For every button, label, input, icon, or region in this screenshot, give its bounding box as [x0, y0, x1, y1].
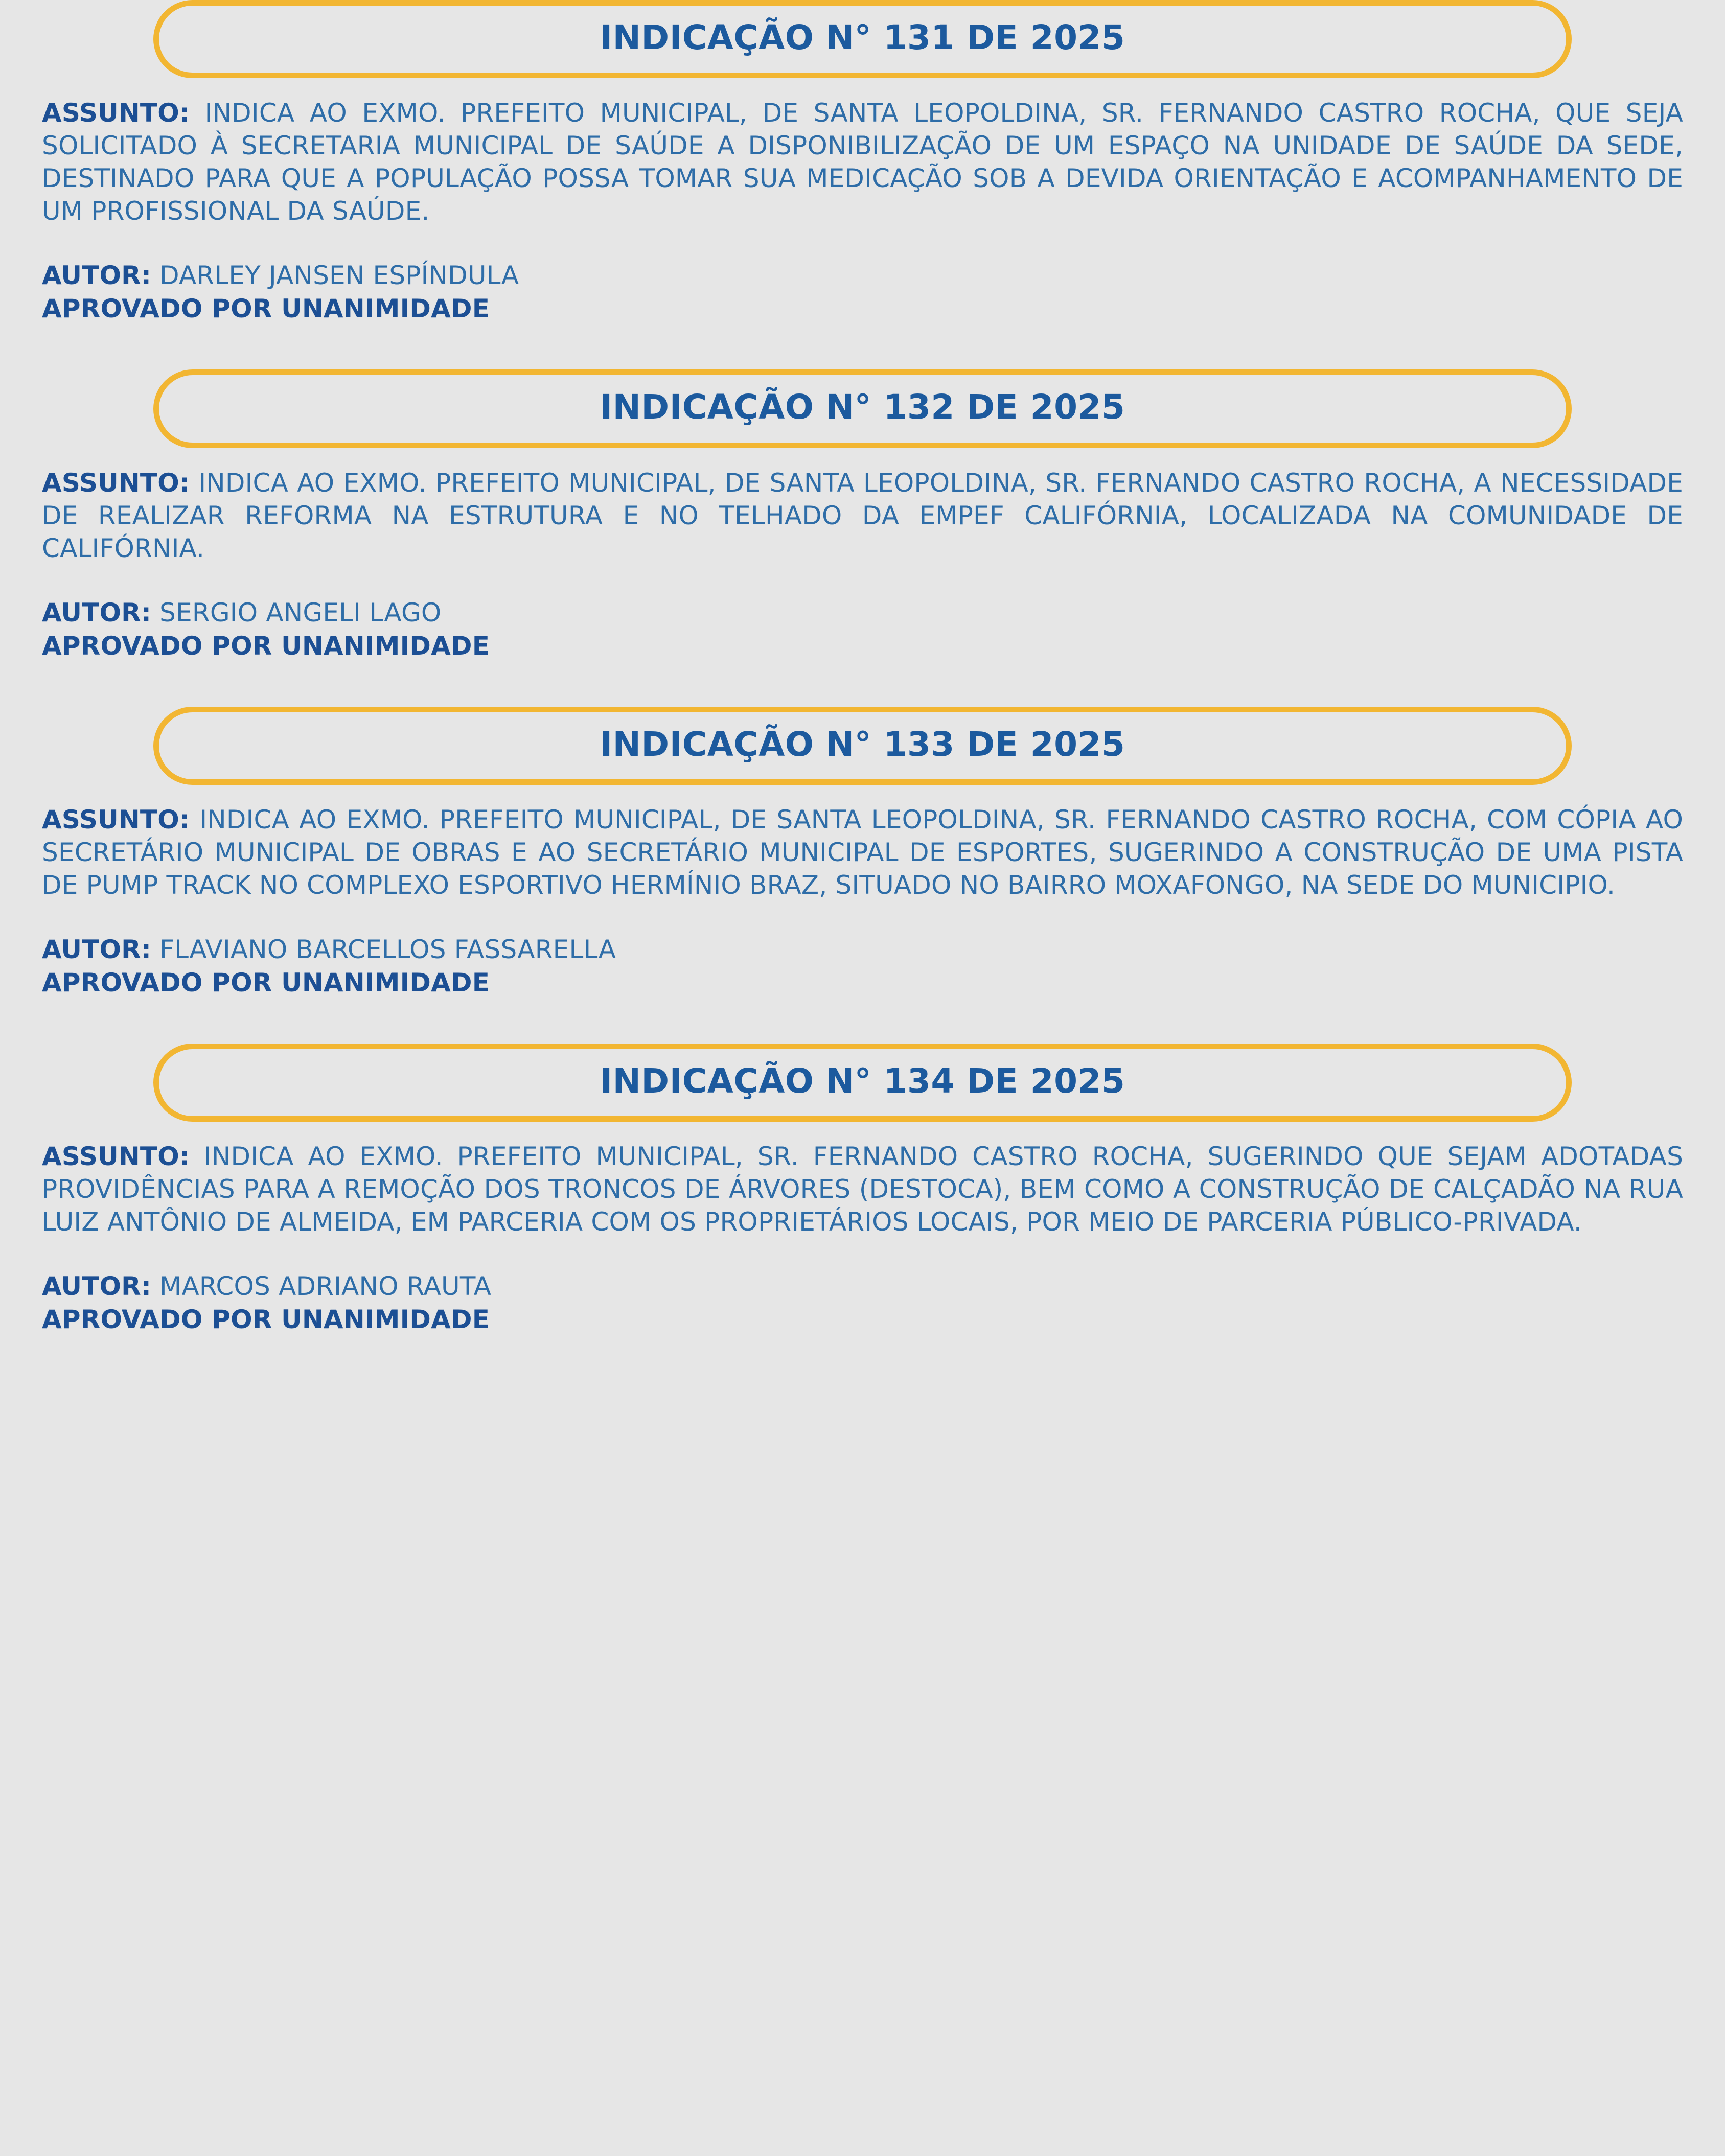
indicacao-entry [42, 369, 1683, 662]
indicacao-body [42, 803, 1683, 1000]
assunto-paragraph [42, 97, 1683, 227]
assunto-paragraph [42, 467, 1683, 565]
autor-line [42, 596, 1683, 630]
indicacao-title-pill [153, 1044, 1572, 1122]
autor-name: SERGIO ANGELI LAGO [159, 597, 442, 628]
indicacao-body [42, 97, 1683, 326]
autor-label: AUTOR: [42, 261, 152, 291]
status-line [42, 292, 1683, 326]
indicacao-title: INDICAÇÃO N° 134 DE 2025 [600, 1061, 1125, 1101]
status-badge: APROVADO POR UNANIMIDADE [42, 631, 490, 661]
assunto-text: INDICA AO EXMO. PREFEITO MUNICIPAL, DE SANTA LEOPOLDINA, SR. FERNANDO CASTRO ROCHA, QUE SEJA SOLICITADO À SECRETARIA MUNICIPAL DE SAÚDE A DISPONIBILIZAÇÃO DE UM ESPAÇO NA UNIDADE DE SAÚDE DA SEDE, DESTINADO PARA QUE A POPULAÇÃO POSSA TOMAR SUA MEDICAÇÃO SOB A DEVIDA ORIENTAÇÃO E ACOMPANHAMENTO DE UM PROFISSIONAL DA SAÚDE. [42, 98, 1683, 226]
status-badge: APROVADO POR UNANIMIDADE [42, 294, 490, 324]
indicacao-title-pill [153, 0, 1572, 78]
autor-label: AUTOR: [42, 1271, 152, 1302]
indicacao-title: INDICAÇÃO N° 132 DE 2025 [600, 387, 1125, 427]
indicacao-entry [42, 0, 1683, 326]
spacer [42, 326, 1683, 369]
autor-line [42, 933, 1683, 966]
autor-name: MARCOS ADRIANO RAUTA [159, 1271, 492, 1302]
status-line [42, 630, 1683, 663]
autor-name: FLAVIANO BARCELLOS FASSARELLA [159, 934, 616, 964]
assunto-label: ASSUNTO: [42, 1142, 190, 1172]
status-line [42, 1303, 1683, 1336]
spacer [42, 663, 1683, 707]
assunto-paragraph [42, 1140, 1683, 1238]
autor-label: AUTOR: [42, 934, 152, 964]
autor-line [42, 259, 1683, 292]
assunto-text: INDICA AO EXMO. PREFEITO MUNICIPAL, DE SANTA LEOPOLDINA, SR. FERNANDO CASTRO ROCHA, COM CÓPIA AO SECRETÁRIO MUNICIPAL DE OBRAS E AO SECRETÁRIO MUNICIPAL DE ESPORTES, SUGERINDO A CONSTRUÇÃO DE UMA PISTA DE PUMP TRACK NO COMPLEXO ESPORTIVO HERMÍNIO BRAZ, SITUADO NO BAIRRO MOXAFONGO, NA SEDE DO MUNICIPIO. [42, 804, 1683, 900]
indicacao-title: INDICAÇÃO N° 133 DE 2025 [600, 724, 1125, 764]
indicacao-meta [42, 259, 1683, 326]
status-badge: APROVADO POR UNANIMIDADE [42, 967, 490, 998]
spacer [42, 1000, 1683, 1044]
autor-name: DARLEY JANSEN ESPÍNDULA [159, 261, 519, 291]
autor-label: AUTOR: [42, 597, 152, 628]
assunto-text: INDICA AO EXMO. PREFEITO MUNICIPAL, DE SANTA LEOPOLDINA, SR. FERNANDO CASTRO ROCHA, A NECESSIDADE DE REALIZAR REFORMA NA ESTRUTURA E NO TELHADO DA EMPEF CALIFÓRNIA, LOCALIZADA NA COMUNIDADE DE CALIFÓRNIA. [42, 468, 1683, 563]
autor-line [42, 1270, 1683, 1303]
indicacao-body [42, 467, 1683, 663]
assunto-label: ASSUNTO: [42, 804, 190, 834]
status-badge: APROVADO POR UNANIMIDADE [42, 1305, 490, 1335]
indicacao-body [42, 1140, 1683, 1336]
indicacao-entry [42, 707, 1683, 1000]
indicacao-title-pill [153, 707, 1572, 785]
assunto-label: ASSUNTO: [42, 98, 190, 128]
assunto-label: ASSUNTO: [42, 468, 190, 498]
assunto-paragraph [42, 803, 1683, 901]
indicacao-meta [42, 933, 1683, 1000]
indicacao-title-pill [153, 369, 1572, 448]
indicacao-meta [42, 596, 1683, 663]
status-line [42, 966, 1683, 1000]
assunto-text: INDICA AO EXMO. PREFEITO MUNICIPAL, SR. FERNANDO CASTRO ROCHA, SUGERINDO QUE SEJAM ADOTADAS PROVIDÊNCIAS PARA A REMOÇÃO DOS TRONCOS DE ÁRVORES (DESTOCA), BEM COMO A CONSTRUÇÃO DE CALÇADÃO NA RUA LUIZ ANTÔNIO DE ALMEIDA, EM PARCERIA COM OS PROPRIETÁRIOS LOCAIS, POR MEIO DE PARCERIA PÚBLICO-PRIVADA. [42, 1142, 1684, 1237]
indicacao-title: INDICAÇÃO N° 131 DE 2025 [600, 18, 1125, 57]
indicacao-entry [42, 1044, 1683, 1336]
indicacao-meta [42, 1270, 1683, 1336]
